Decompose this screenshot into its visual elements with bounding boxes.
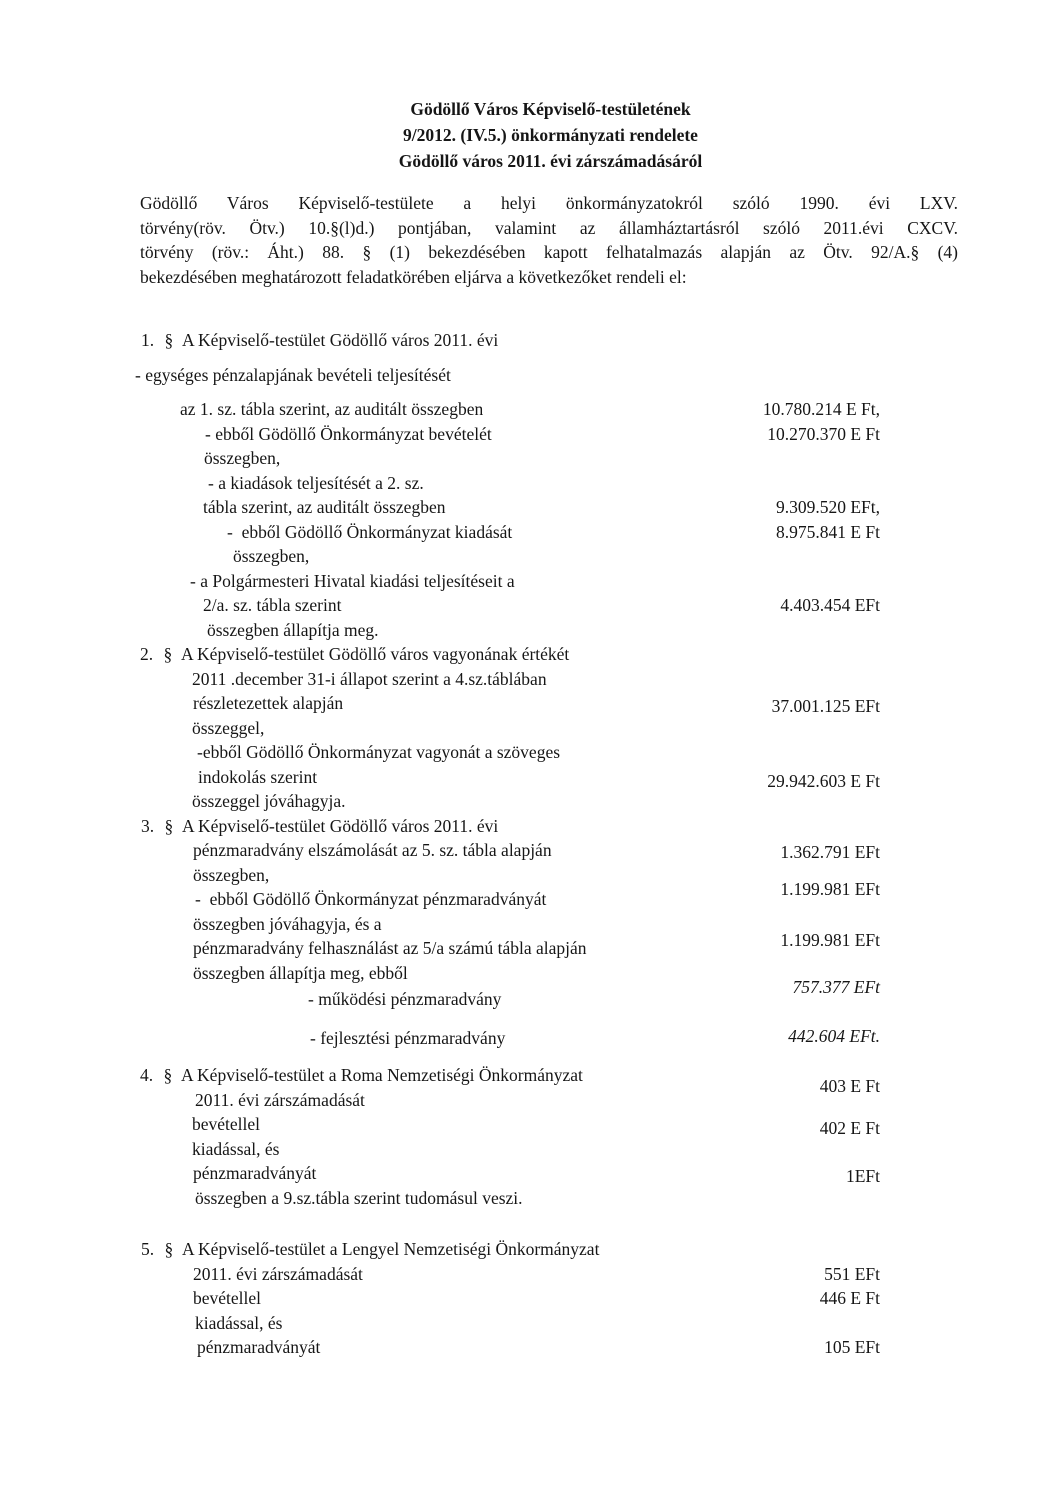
- document-line: [0, 397, 1058, 422]
- line-text: 5. § A Képviselő-testület a Lengyel Nemzetiségi Önkormányzat: [141, 1237, 1058, 1262]
- line-text: kiadással, és: [195, 1312, 283, 1333]
- amount-value: 551 EFt: [824, 1263, 880, 1284]
- amount-value: 402 E Ft: [819, 1118, 880, 1138]
- amount-value: 757.377 EFt: [792, 977, 880, 997]
- line-text: -ebből Gödöllő Önkormányzat vagyonát a szöveges: [197, 742, 561, 762]
- line-text: összegben jóváhagyja, és a: [193, 913, 382, 934]
- document-line: [0, 422, 1058, 447]
- line-text: 1. § A Képviselő-testület Gödöllő város 2011. évi: [141, 328, 1058, 353]
- section-number: 3. §: [141, 815, 174, 836]
- section-number: 5. §: [141, 1239, 174, 1259]
- document-line: [0, 1311, 1058, 1336]
- document-line: [0, 363, 1058, 388]
- amount-value: 8.975.841 E Ft: [775, 521, 880, 542]
- line-text: 2. § A Képviselő-testület Gödöllő város vagyonának értékét: [140, 642, 1058, 667]
- amount-value: 105 EFt: [824, 1337, 880, 1357]
- amount-value: 1EFt: [845, 1166, 880, 1186]
- line-text: pénzmaradvány felhasználást az 5/a számú tábla alapján: [193, 938, 587, 958]
- body-lines: [0, 328, 1058, 1360]
- amount-value: 1.199.981 EFt: [780, 929, 880, 950]
- line-text: bevétellel: [193, 1288, 262, 1308]
- title-line: Gödöllő Város Képviselő-testületének: [410, 99, 691, 119]
- document-line: [0, 1161, 1058, 1186]
- line-text: - a Polgármesteri Hivatal kiadási teljesítéseit a: [190, 570, 515, 591]
- document-line: [0, 765, 1058, 790]
- line-text: összeggel jóváhagyja.: [192, 791, 346, 811]
- section-number: 1. §: [141, 330, 174, 350]
- line-text: pénzmaradványát: [193, 1163, 317, 1183]
- line-text: pénzmaradvány elszámolását az 5. sz. tábla alapján: [193, 840, 552, 860]
- line-text: összegben állapítja meg, ebből: [193, 962, 408, 983]
- document-line: [0, 716, 1058, 741]
- preamble-line: bekezdésében meghatározott feladatkörében eljárva a következőket rendeli el:: [140, 266, 687, 287]
- amount-value: 1.199.981 EFt: [780, 878, 880, 899]
- document-line: [0, 569, 1058, 594]
- document-title: [143, 0, 958, 174]
- amount-value: 10.270.370 E Ft: [767, 423, 880, 444]
- document-line: [0, 1335, 1058, 1360]
- line-text: indokolás szerint: [198, 766, 318, 787]
- amount-value: 446 E Ft: [819, 1288, 880, 1308]
- amount-value: 37.001.125 EFt: [771, 696, 880, 716]
- line-text: összegben,: [204, 448, 281, 468]
- preamble-line: törvény(röv. Ötv.) 10.§(l)d.) pontjában, valamint az államháztartásról szóló 2011.évi CXCV.: [140, 217, 958, 238]
- line-text: pénzmaradványát: [197, 1337, 321, 1357]
- line-text: részletezettek alapján: [193, 693, 344, 713]
- amount-value: 10.780.214 E Ft,: [762, 399, 880, 419]
- document-line: [0, 961, 1058, 986]
- document-line: [0, 544, 1058, 569]
- document-line: [0, 667, 1058, 692]
- document-line: [0, 838, 1058, 863]
- section-number: 4. §: [140, 1065, 173, 1085]
- line-text: tábla szerint, az auditált összegben: [203, 497, 446, 517]
- line-text: - ebből Gödöllő Önkormányzat pénzmaradványát: [195, 889, 547, 909]
- document-line: [0, 642, 1058, 667]
- document-line: [0, 1262, 1058, 1287]
- amount-value: 29.942.603 E Ft: [767, 770, 880, 791]
- line-text: 2011. évi zárszámadását: [195, 1089, 365, 1110]
- line-text: 2011. évi zárszámadását: [193, 1263, 363, 1284]
- section-number: 2. §: [140, 644, 173, 664]
- amount-value: 4.403.454 EFt: [780, 595, 880, 615]
- document-line: [0, 1088, 1058, 1113]
- amount-value: 403 E Ft: [819, 1076, 880, 1096]
- line-text: bevétellel: [192, 1114, 261, 1134]
- document-line: [0, 887, 1058, 912]
- preamble-paragraph: [140, 191, 958, 289]
- document-line: [0, 1186, 1058, 1211]
- line-text: - ebből Gödöllő Önkormányzat bevételét: [205, 423, 492, 444]
- amount-value: 442.604 EFt.: [788, 1025, 880, 1046]
- document-line: [0, 520, 1058, 545]
- line-text: 3. § A Képviselő-testület Gödöllő város 2011. évi: [141, 814, 1058, 839]
- document-line: [0, 1237, 1058, 1262]
- document-line: [0, 446, 1058, 471]
- line-text: - működési pénzmaradvány: [308, 989, 502, 1009]
- document-line: [0, 691, 1058, 716]
- document-line: [0, 1112, 1058, 1137]
- line-text: kiadással, és: [192, 1138, 280, 1159]
- line-text: - fejlesztési pénzmaradvány: [310, 1027, 506, 1048]
- document-line: [0, 618, 1058, 643]
- document-line: [0, 328, 1058, 353]
- document-line: [0, 1026, 1058, 1051]
- document-line: [0, 977, 1058, 1012]
- line-text: - ebből Gödöllő Önkormányzat kiadását: [227, 521, 513, 542]
- line-text: az 1. sz. tábla szerint, az auditált összegben: [180, 399, 484, 419]
- title-line: 9/2012. (IV.5.) önkormányzati rendelete: [403, 125, 698, 145]
- preamble-line: Gödöllő Város Képviselő-testülete a helyi önkormányzatokról szóló 1990. évi LXV.: [140, 193, 958, 213]
- line-text: összegben,: [233, 546, 310, 566]
- document-line: [0, 495, 1058, 520]
- line-text: összegben a 9.sz.tábla szerint tudomásul veszi.: [195, 1187, 523, 1208]
- line-text: összegben állapítja meg.: [207, 619, 379, 640]
- document-line: [0, 1063, 1058, 1096]
- line-text: - egységes pénzalapjának bevételi teljesítését: [135, 364, 451, 385]
- line-text: 2/a. sz. tábla szerint: [203, 595, 342, 615]
- line-text: 4. § A Képviselő-testület a Roma Nemzetiségi Önkormányzat: [140, 1063, 1058, 1088]
- document-line: [0, 593, 1058, 618]
- line-text: összegben,: [193, 864, 270, 885]
- line-text: összeggel,: [192, 717, 265, 738]
- document-line: [0, 814, 1058, 839]
- document-line: [0, 1137, 1058, 1162]
- amount-value: 9.309.520 EFt,: [775, 497, 880, 517]
- document-line: [0, 740, 1058, 765]
- document-line: [0, 789, 1058, 814]
- amount-value: 1.362.791 EFt: [780, 842, 880, 862]
- document-line: [0, 1286, 1058, 1311]
- document-line: [0, 936, 1058, 961]
- document-line: [0, 471, 1058, 496]
- line-text: - a kiadások teljesítését a 2. sz.: [208, 472, 424, 493]
- line-text: 2011 .december 31-i állapot szerint a 4.sz.táblában: [192, 668, 547, 689]
- preamble-line: törvény (röv.: Áht.) 88. § (1) bekezdésében kapott felhatalmazás alapján az Ötv. 92/A.§ (4): [140, 242, 958, 262]
- title-line: Gödöllő város 2011. évi zárszámadásáról: [398, 151, 703, 171]
